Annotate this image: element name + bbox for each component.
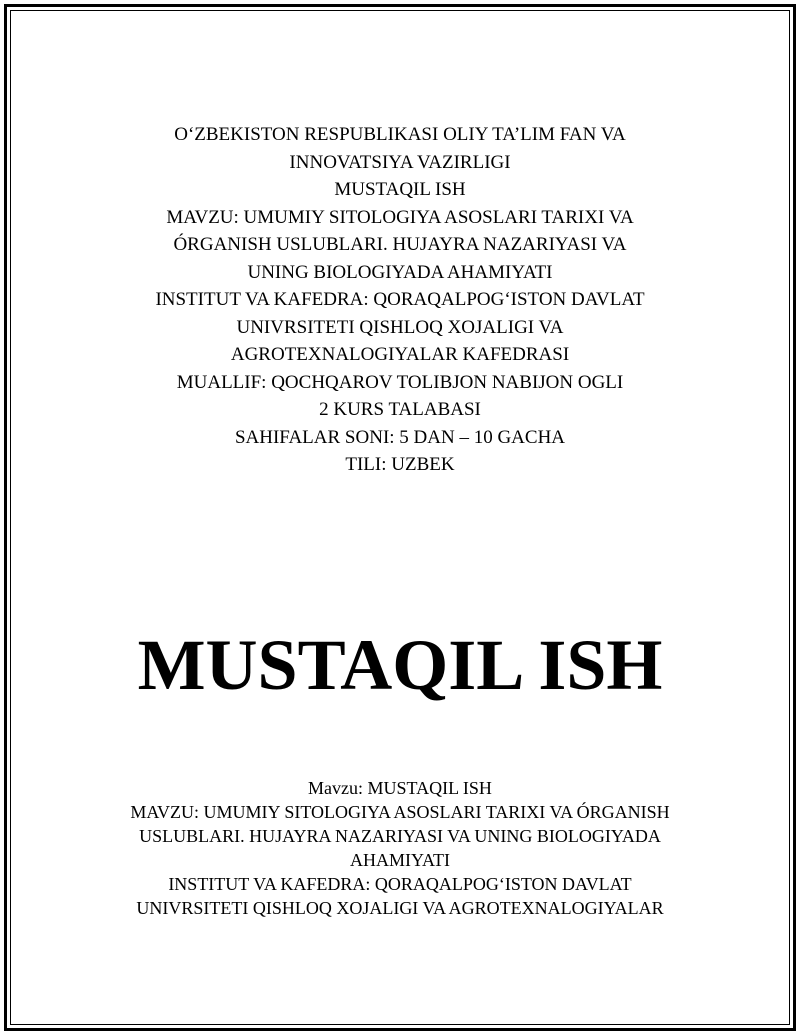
institute-line-1: INSTITUT VA KAFEDRA: QORAQALPOG‘ISTON DAVLAT <box>155 289 645 310</box>
institute-line-3: AGROTEXNALOGIYALAR KAFEDRASI <box>230 344 570 365</box>
summary-institute-line-2: UNIVRSITETI QISHLOQ XOJALIGI VA AGROTEXNALOGIYALAR <box>136 898 664 918</box>
language-line: TILI: UZBEK <box>345 454 455 475</box>
ministry-line-1: O‘ZBEKISTON RESPUBLIKASI OLIY TA’LIM FAN VA <box>174 124 626 145</box>
summary-topic-label: Mavzu: MUSTAQIL ISH <box>308 778 492 798</box>
page-title: MUSTAQIL ISH <box>137 625 663 705</box>
summary-topic-line-2: USLUBLARI. HUJAYRA NAZARIYASI VA UNING BIOLOGIYADA <box>139 826 661 846</box>
cover-summary-block <box>60 776 740 920</box>
work-type-line: MUSTAQIL ISH <box>334 179 466 200</box>
topic-line-3: UNING BIOLOGIYADA AHAMIYATI <box>247 261 553 283</box>
summary-topic-line-3: AHAMIYATI <box>350 850 450 870</box>
cover-header-block <box>60 121 740 479</box>
ministry-line-2: INNOVATSIYA VAZIRLIGI <box>289 151 511 173</box>
author-line: MUALLIF: QOCHQAROV TOLIBJON NABIJON OGLI <box>176 371 624 393</box>
topic-line-1: MAVZU: UMUMIY SITOLOGIYA ASOSLARI TARIXI VA <box>166 206 634 228</box>
summary-institute-line-1: INSTITUT VA KAFEDRA: QORAQALPOG‘ISTON DAVLAT <box>168 874 632 894</box>
course-line: 2 KURS TALABASI <box>319 399 481 420</box>
summary-topic-line-1: MAVZU: UMUMIY SITOLOGIYA ASOSLARI TARIXI VA ÓRGANISH <box>130 802 670 822</box>
page-count-line: SAHIFALAR SONI: 5 DAN – 10 GACHA <box>234 426 566 448</box>
topic-line-2: ÓRGANISH USLUBLARI. HUJAYRA NAZARIYASI VA <box>173 234 627 255</box>
institute-line-2: UNIVRSITETI QISHLOQ XOJALIGI VA <box>236 316 564 338</box>
